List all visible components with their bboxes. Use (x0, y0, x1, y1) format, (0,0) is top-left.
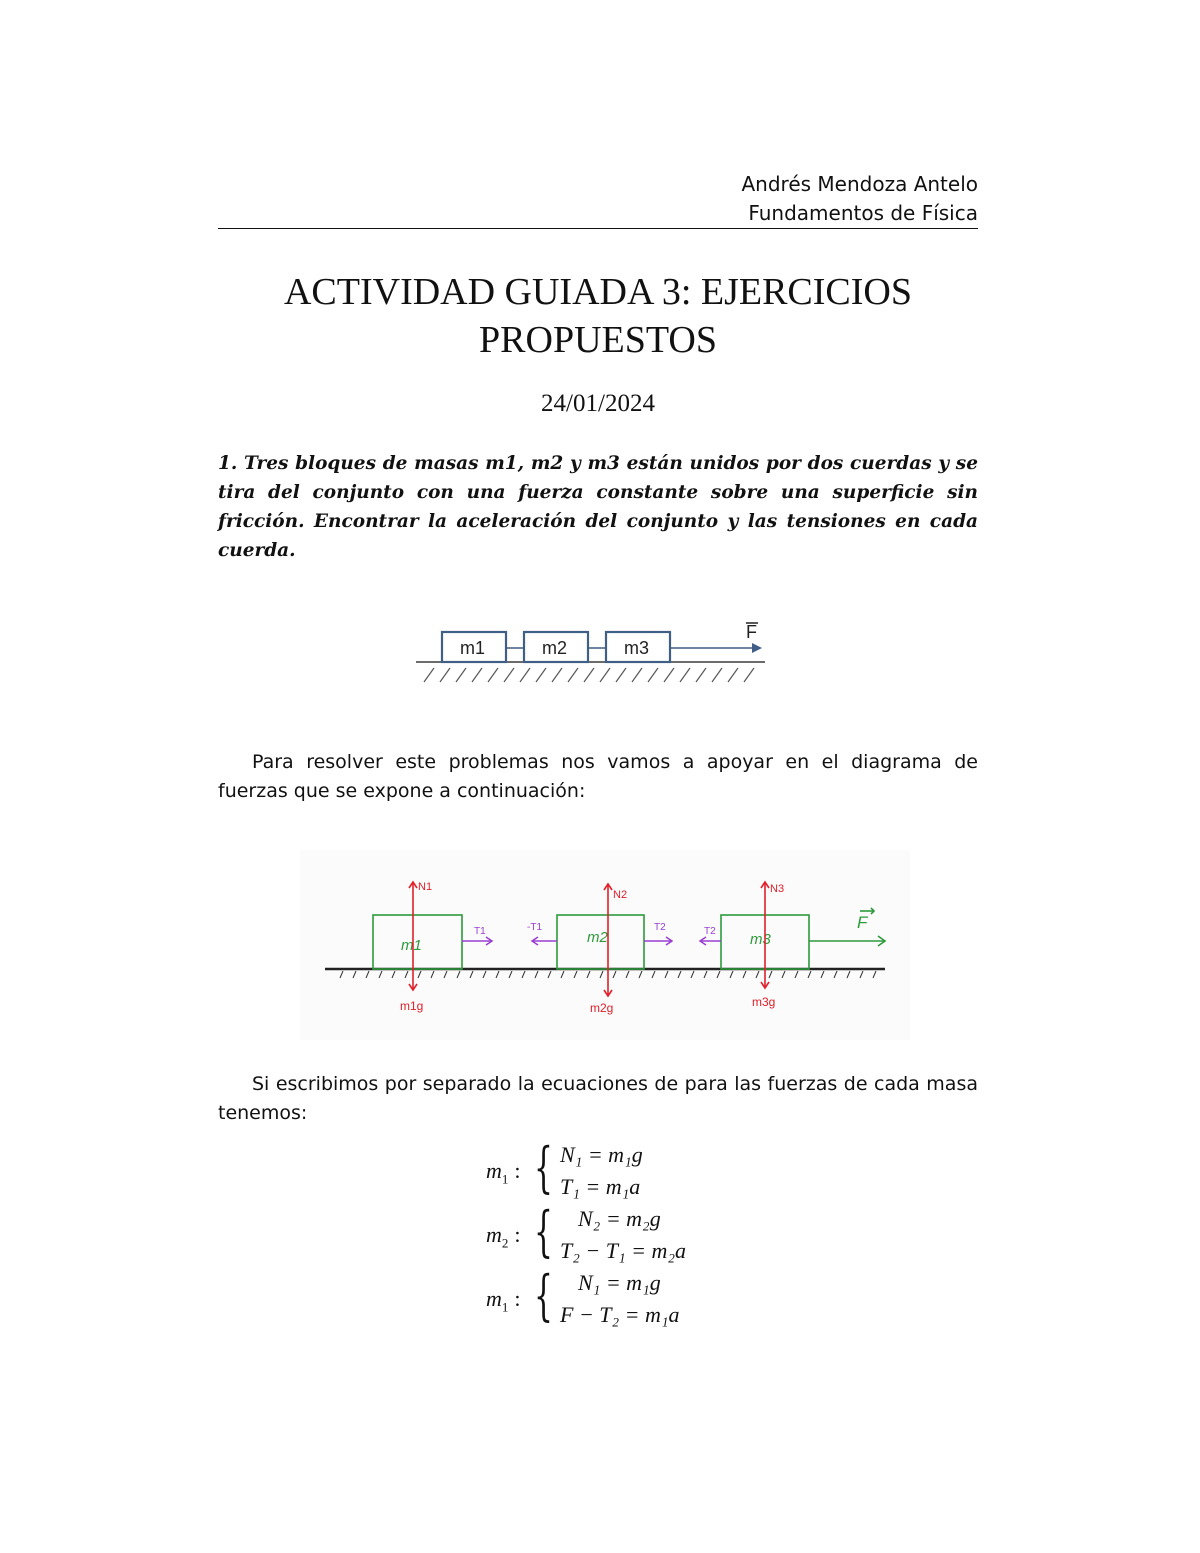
ground-hatch (584, 668, 594, 682)
ground-hatch (744, 668, 754, 682)
ground-hatch (520, 668, 530, 682)
ground-hatch (488, 668, 498, 682)
normal-N2: N2 (613, 889, 628, 901)
ground-hatch (472, 668, 482, 682)
normal-N3: N3 (770, 883, 785, 895)
tension-T2-left: T2 (704, 926, 716, 937)
tension-neg-T1: -T1 (527, 922, 542, 933)
title-line-1: ACTIVIDAD GUIADA 3: EJERCICIOS (283, 271, 913, 313)
equation-mass-label: $m_1$ : (486, 1158, 521, 1187)
equation-line: N₁ = m₁g (578, 1270, 661, 1295)
ground-hatch (648, 668, 658, 682)
ground-hatch (456, 668, 466, 682)
header-rule (218, 228, 978, 229)
ground-hatch (696, 668, 706, 682)
equation-block-2 (480, 1200, 800, 1268)
ground-hatch (536, 668, 546, 682)
block-label-m1: m1 (460, 638, 486, 658)
curly-brace: { (534, 1200, 553, 1263)
equation-mass-label: $m_2$ : (486, 1222, 521, 1251)
ground-hatch (616, 668, 626, 682)
ground-hatch (632, 668, 642, 682)
curly-brace: { (534, 1264, 553, 1327)
block-label-m3: m3 (624, 638, 650, 658)
weight-m3g: m3g (752, 995, 776, 1009)
equation-mass-label: $m_1$ : (486, 1286, 521, 1315)
ground-hatch (728, 668, 738, 682)
blocks-figure (410, 618, 770, 688)
tension-T1: T1 (474, 926, 486, 937)
normal-N1: N1 (418, 881, 433, 893)
equation-line: T₂ − T₁ = m₂a (560, 1238, 686, 1263)
ground-hatch (504, 668, 514, 682)
force-label-F: F (746, 622, 757, 642)
external-force-F: F (857, 913, 868, 932)
ground-hatch (440, 668, 450, 682)
equation-block-3 (480, 1264, 800, 1332)
ground-hatch (424, 668, 434, 682)
equation-line: N₁ = m₁g (560, 1142, 643, 1167)
ground-hatch (552, 668, 562, 682)
problem-statement: 1. Tres bloques de masas m1, m2 y m3 están unidos por dos cuerdas y se tira del conjunto con una fuerza constante sobre una superficie sin fricción. Encontrar la aceleración del conjunto y las tensiones en cada cuerda. (218, 453, 978, 561)
fbd-mass-m3: m3 (750, 931, 771, 948)
title-line-2: PROPUESTOS (479, 319, 717, 361)
equation-block-1 (480, 1136, 800, 1204)
equation-line: N₂ = m₂g (578, 1206, 661, 1231)
page-header (218, 170, 978, 228)
paragraph-intro-diagram (218, 748, 978, 806)
document-date: 24/01/2024 (541, 390, 655, 417)
equation-line: F − T₂ = m₁a (560, 1302, 680, 1327)
ground-hatch (568, 668, 578, 682)
paragraph-intro-text: Para resolver este problemas nos vamos a apoyar en el diagrama de fuerzas que se expone a continuación: (218, 751, 978, 802)
weight-m1g: m1g (400, 999, 424, 1013)
equation-line: T₁ = m₁a (560, 1174, 641, 1199)
ground-hatch (680, 668, 690, 682)
course-name: Fundamentos de Física (748, 201, 978, 225)
author-name: Andrés Mendoza Antelo (741, 172, 978, 196)
curly-brace: { (534, 1136, 553, 1199)
force-diagram (300, 850, 910, 1040)
ground-hatch (600, 668, 610, 682)
ground-hatch (712, 668, 722, 682)
weight-m2g: m2g (590, 1001, 614, 1015)
block-label-m2: m2 (542, 638, 568, 658)
document-title (218, 268, 978, 364)
ground-hatch (664, 668, 674, 682)
equation-system (480, 1136, 800, 1332)
fbd-mass-m2: m2 (587, 929, 608, 946)
paragraph-equations-intro (218, 1070, 978, 1128)
tension-T2-right: T2 (654, 922, 666, 933)
fbd-mass-m1: m1 (401, 937, 422, 954)
paragraph-equations-text: Si escribimos por separado la ecuaciones de para las fuerzas de cada masa tenemos: (218, 1073, 978, 1124)
